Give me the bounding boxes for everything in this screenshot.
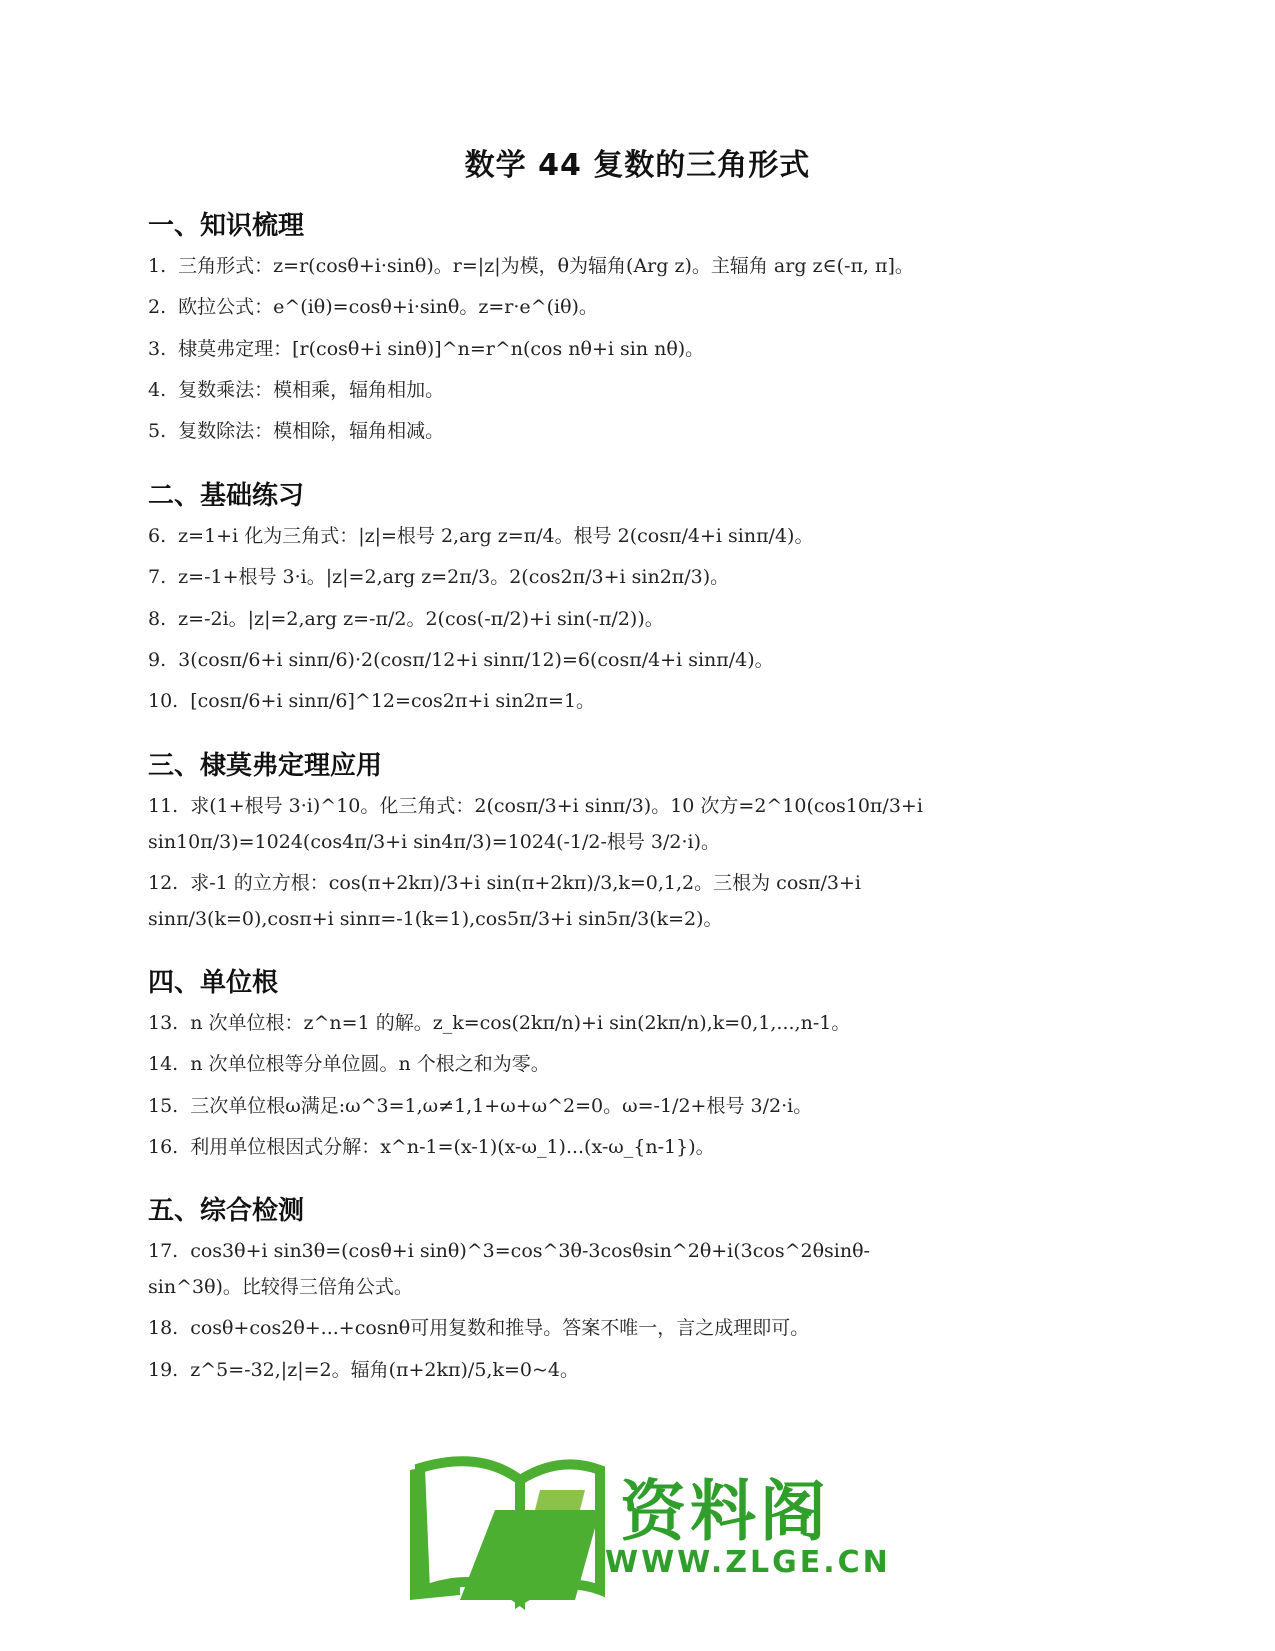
list-item (148, 1088, 1148, 1125)
item-text: z=1+i 化为三角式：|z|=根号 2,arg z=π/4。根号 2(cosπ/4+i sinπ/4)。 (178, 525, 814, 547)
item-number: 11. (148, 795, 179, 817)
item-number: 2. (148, 296, 167, 319)
list-item (148, 1233, 1148, 1270)
item-text: sinπ/3(k=0),cosπ+i sinπ=-1(k=1),cos5π/3+i sin5π/3(k=2)。 (148, 908, 723, 931)
item-number: 13. (148, 1012, 179, 1034)
item-number: 10. (148, 690, 179, 713)
list-item (148, 901, 1148, 938)
item-number: 16. (148, 1135, 179, 1158)
item-text: z^5=-32,|z|=2。辐角(π+2kπ)/5,k=0~4。 (190, 1358, 579, 1381)
list-item (148, 1352, 1148, 1389)
list-item (148, 1129, 1148, 1166)
list-item (148, 824, 1148, 861)
section-heading: 一、知识梳理 (148, 211, 305, 241)
list-item (148, 289, 1148, 326)
section-heading: 四、单位根 (148, 968, 279, 998)
item-number: 1. (148, 255, 167, 277)
item-number: 15. (148, 1094, 179, 1117)
item-number: 7. (148, 566, 167, 589)
section-heading: 二、基础练习 (148, 481, 305, 511)
list-item (148, 1005, 1148, 1042)
item-text: 复数除法：模相除，辐角相减。 (178, 420, 445, 443)
item-text: 求(1+根号 3·i)^10。化三角式：2(cosπ/3+i sinπ/3)。10 次方=2^10(cos10π/3+i (190, 795, 923, 817)
item-number: 9. (148, 648, 167, 671)
item-text: n 次单位根等分单位圆。n 个根之和为零。 (190, 1053, 550, 1076)
item-number: 4. (148, 378, 167, 401)
item-text: 三次单位根ω满足:ω^3=1,ω≠1,1+ω+ω^2=0。ω=-1/2+根号 3/2·i。 (190, 1094, 813, 1117)
item-number: 18. (148, 1317, 179, 1340)
section-heading: 五、综合检测 (148, 1196, 305, 1226)
list-item (148, 865, 1148, 902)
item-number: 5. (148, 420, 167, 443)
list-item (148, 601, 1148, 638)
item-text: sin^3θ)。比较得三倍角公式。 (148, 1276, 413, 1298)
item-text: z=-1+根号 3·i。|z|=2,arg z=2π/3。2(cos2π/3+i sin2π/3)。 (178, 566, 730, 589)
item-text: 利用单位根因式分解：x^n-1=(x-1)(x-ω_1)...(x-ω_{n-1})。 (190, 1135, 715, 1158)
item-text: [cosπ/6+i sinπ/6]^12=cos2π+i sin2π=1。 (190, 690, 596, 713)
item-text: cos3θ+i sin3θ=(cosθ+i sinθ)^3=cos^3θ-3cosθsin^2θ+i(3cos^2θsinθ- (190, 1240, 870, 1262)
list-item (148, 642, 1148, 679)
list-item (148, 413, 1148, 450)
item-text: cosθ+cos2θ+...+cosnθ可用复数和推导。答案不唯一，言之成理即可。 (190, 1317, 810, 1340)
item-number: 19. (148, 1358, 179, 1381)
list-item (148, 1310, 1148, 1347)
item-text: n 次单位根：z^n=1 的解。z_k=cos(2kπ/n)+i sin(2kπ/n),k=0,1,...,n-1。 (190, 1012, 851, 1034)
list-item (148, 518, 1148, 555)
watermark-url: WWW.ZLGE.CN (605, 1545, 891, 1580)
item-number: 3. (148, 337, 167, 360)
item-number: 6. (148, 525, 167, 547)
item-text: 棣莫弗定理：[r(cosθ+i sinθ)]^n=r^n(cos nθ+i sin nθ)。 (178, 337, 705, 360)
item-text: 求-1 的立方根：cos(π+2kπ)/3+i sin(π+2kπ)/3,k=0,1,2。三根为 cosπ/3+i (190, 872, 861, 895)
item-number: 14. (148, 1053, 179, 1076)
list-item (148, 372, 1148, 409)
watermark-name: 资料阁 (620, 1473, 830, 1550)
item-text: 三角形式：z=r(cosθ+i·sinθ)。r=|z|为模，θ为辐角(Arg z)。主辐角 arg z∈(-π, π]。 (178, 255, 914, 277)
list-item (148, 683, 1148, 720)
list-item (148, 788, 1148, 825)
item-number: 12. (148, 872, 179, 895)
item-text: 欧拉公式：e^(iθ)=cosθ+i·sinθ。z=r·e^(iθ)。 (178, 296, 598, 319)
list-item (148, 559, 1148, 596)
item-number: 17. (148, 1240, 179, 1262)
item-number: 8. (148, 607, 167, 630)
item-text: z=-2i。|z|=2,arg z=-π/2。2(cos(-π/2)+i sin(-π/2))。 (178, 607, 664, 630)
list-item (148, 331, 1148, 368)
item-text: sin10π/3)=1024(cos4π/3+i sin4π/3)=1024(-1/2-根号 3/2·i)。 (148, 831, 721, 853)
list-item (148, 248, 1148, 285)
item-text: 3(cosπ/6+i sinπ/6)·2(cosπ/12+i sinπ/12)=6(cosπ/4+i sinπ/4)。 (178, 648, 774, 671)
list-item (148, 1269, 1148, 1306)
list-item (148, 1046, 1148, 1083)
item-text: 复数乘法：模相乘，辐角相加。 (178, 378, 445, 401)
page-title: 数学 44 复数的三角形式 (464, 148, 811, 183)
section-heading: 三、棣莫弗定理应用 (148, 751, 383, 781)
